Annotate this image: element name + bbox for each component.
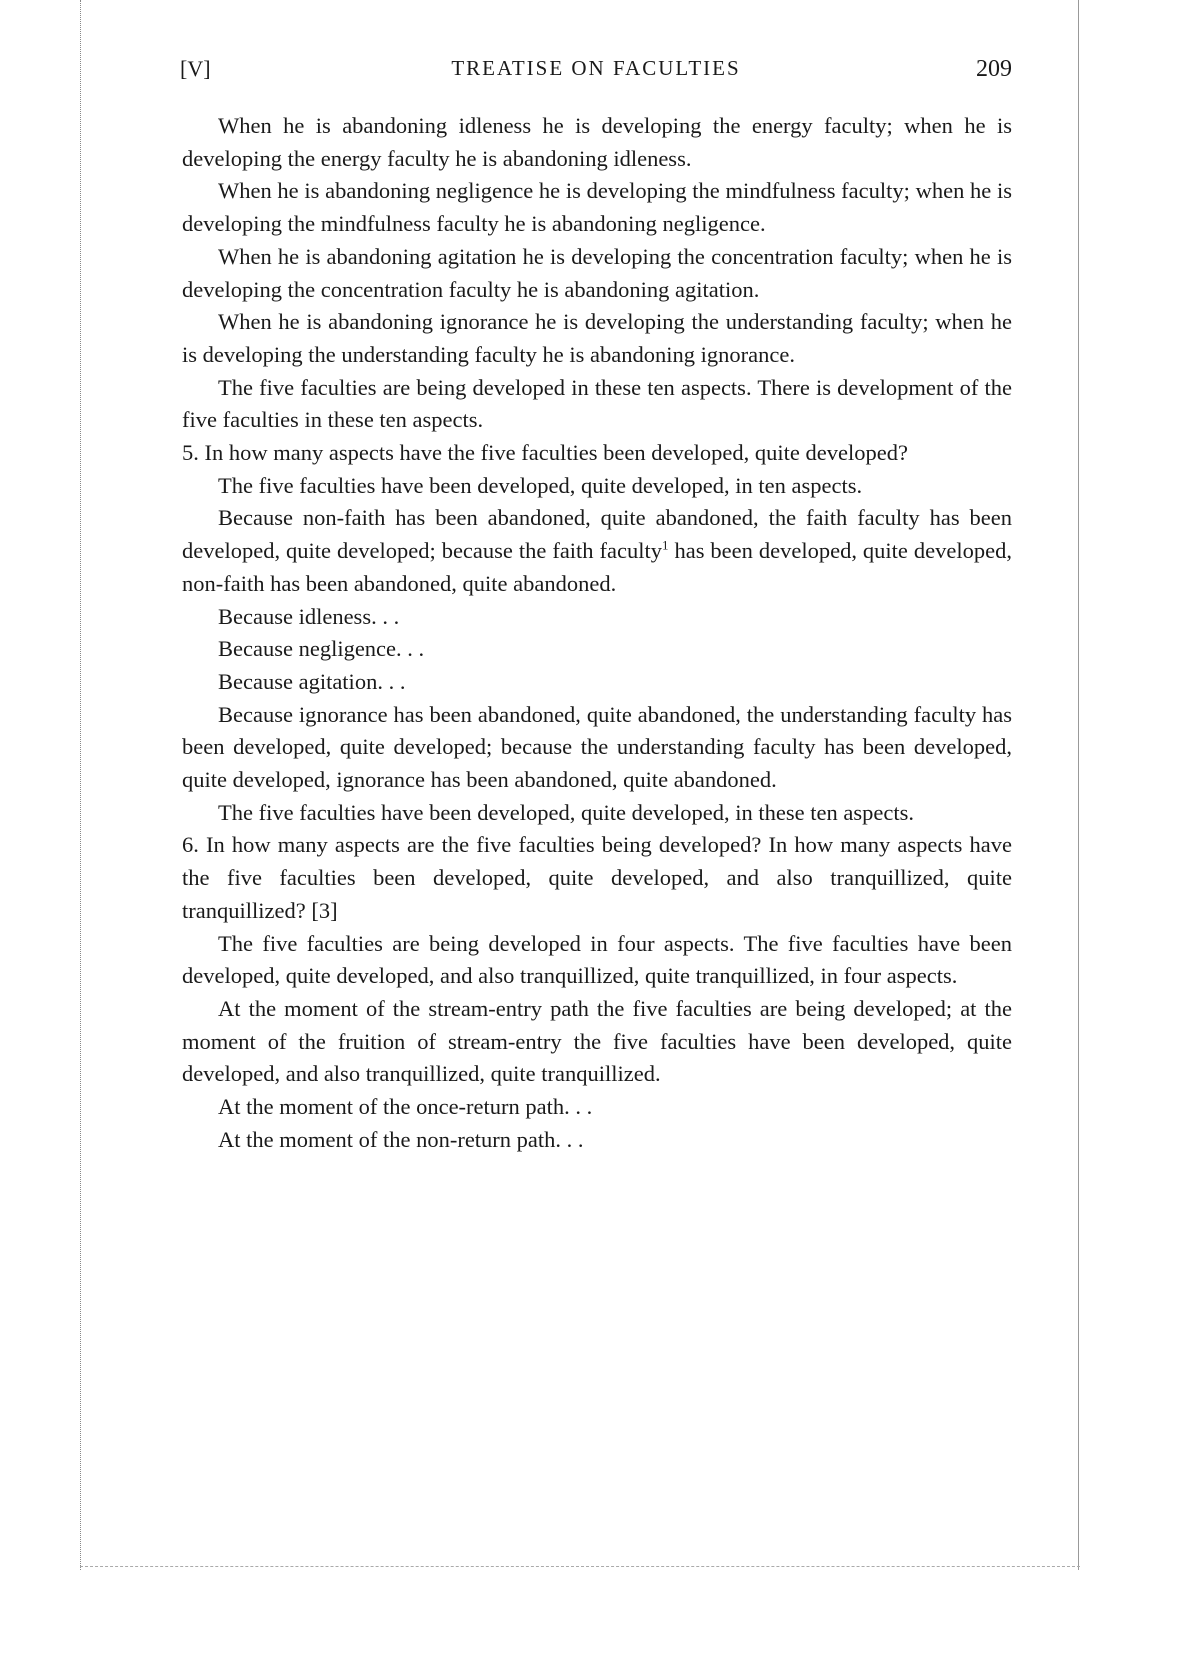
numbered-question: 6. In how many aspects are the five faculties being developed? In how many aspects have the five faculties been developed, quite developed, and also tranquillized, quite tranquillized? [3] xyxy=(182,832,1012,923)
paragraph: The five faculties have been developed, quite developed, in these ten aspects. xyxy=(218,799,914,825)
paragraph-text: Because non-faith has been abandoned, quite abandoned, the faith faculty has been developed, quite developed; because the faith faculty xyxy=(182,505,1012,564)
paragraph-with-footnote xyxy=(182,502,1012,600)
paragraph: The five faculties are being developed in four aspects. The five faculties have been developed, quite developed, and also tranquillized, quite tranquillized, in four aspects. xyxy=(182,930,1012,989)
paragraph: When he is abandoning ignorance he is developing the understanding faculty; when he is developing the understanding faculty he is abandoning ignorance. xyxy=(182,309,1012,367)
running-header xyxy=(180,56,1012,86)
section-marker: [V] xyxy=(180,56,211,81)
page-frame-bottom xyxy=(80,1566,1080,1568)
paragraph: When he is abandoning agitation he is developing the concentration faculty; when he is developing the concentration faculty he is abandoning agitation. xyxy=(182,243,1012,302)
paragraph: Because idleness. . . xyxy=(218,603,400,629)
paragraph: At the moment of the non-return path. . . xyxy=(218,1126,584,1152)
paragraph: At the moment of the once-return path. . . xyxy=(218,1094,593,1120)
running-title: TREATISE ON FACULTIES xyxy=(451,56,741,80)
paragraph: Because agitation. . . xyxy=(218,668,406,694)
footnote-marker: 1 xyxy=(662,537,669,553)
page-number: 209 xyxy=(976,56,1012,82)
paragraph: The five faculties are being developed in these ten aspects. There is development of the five faculties in these ten aspects. xyxy=(182,374,1012,433)
paragraph: The five faculties have been developed, quite developed, in ten aspects. xyxy=(218,472,863,498)
page-body xyxy=(182,110,1012,1157)
numbered-question: 5. In how many aspects have the five faculties been developed, quite developed? xyxy=(182,440,908,466)
paragraph: Because ignorance has been abandoned, quite abandoned, the understanding faculty has been developed, quite developed; because the understanding faculty has been developed, quite developed, ignorance has been abandoned, quite abandoned. xyxy=(182,701,1012,793)
paragraph-text: has been developed, quite developed, non-faith has been abandoned, quite abandoned. xyxy=(182,538,1012,596)
paragraph: Because negligence. . . xyxy=(218,636,425,662)
paragraph: When he is abandoning negligence he is developing the mindfulness faculty; when he is developing the mindfulness faculty he is abandoning negligence. xyxy=(182,178,1012,237)
page-frame-left xyxy=(80,0,82,1570)
page-frame-right xyxy=(1078,0,1080,1570)
paragraph: At the moment of the stream-entry path the five faculties are being developed; at the moment of the fruition of stream-entry the five faculties have been developed, quite developed, and also tranquillized, quite tranquillized. xyxy=(182,995,1012,1087)
paragraph: When he is abandoning idleness he is developing the energy faculty; when he is developing the energy faculty he is abandoning idleness. xyxy=(182,113,1012,171)
